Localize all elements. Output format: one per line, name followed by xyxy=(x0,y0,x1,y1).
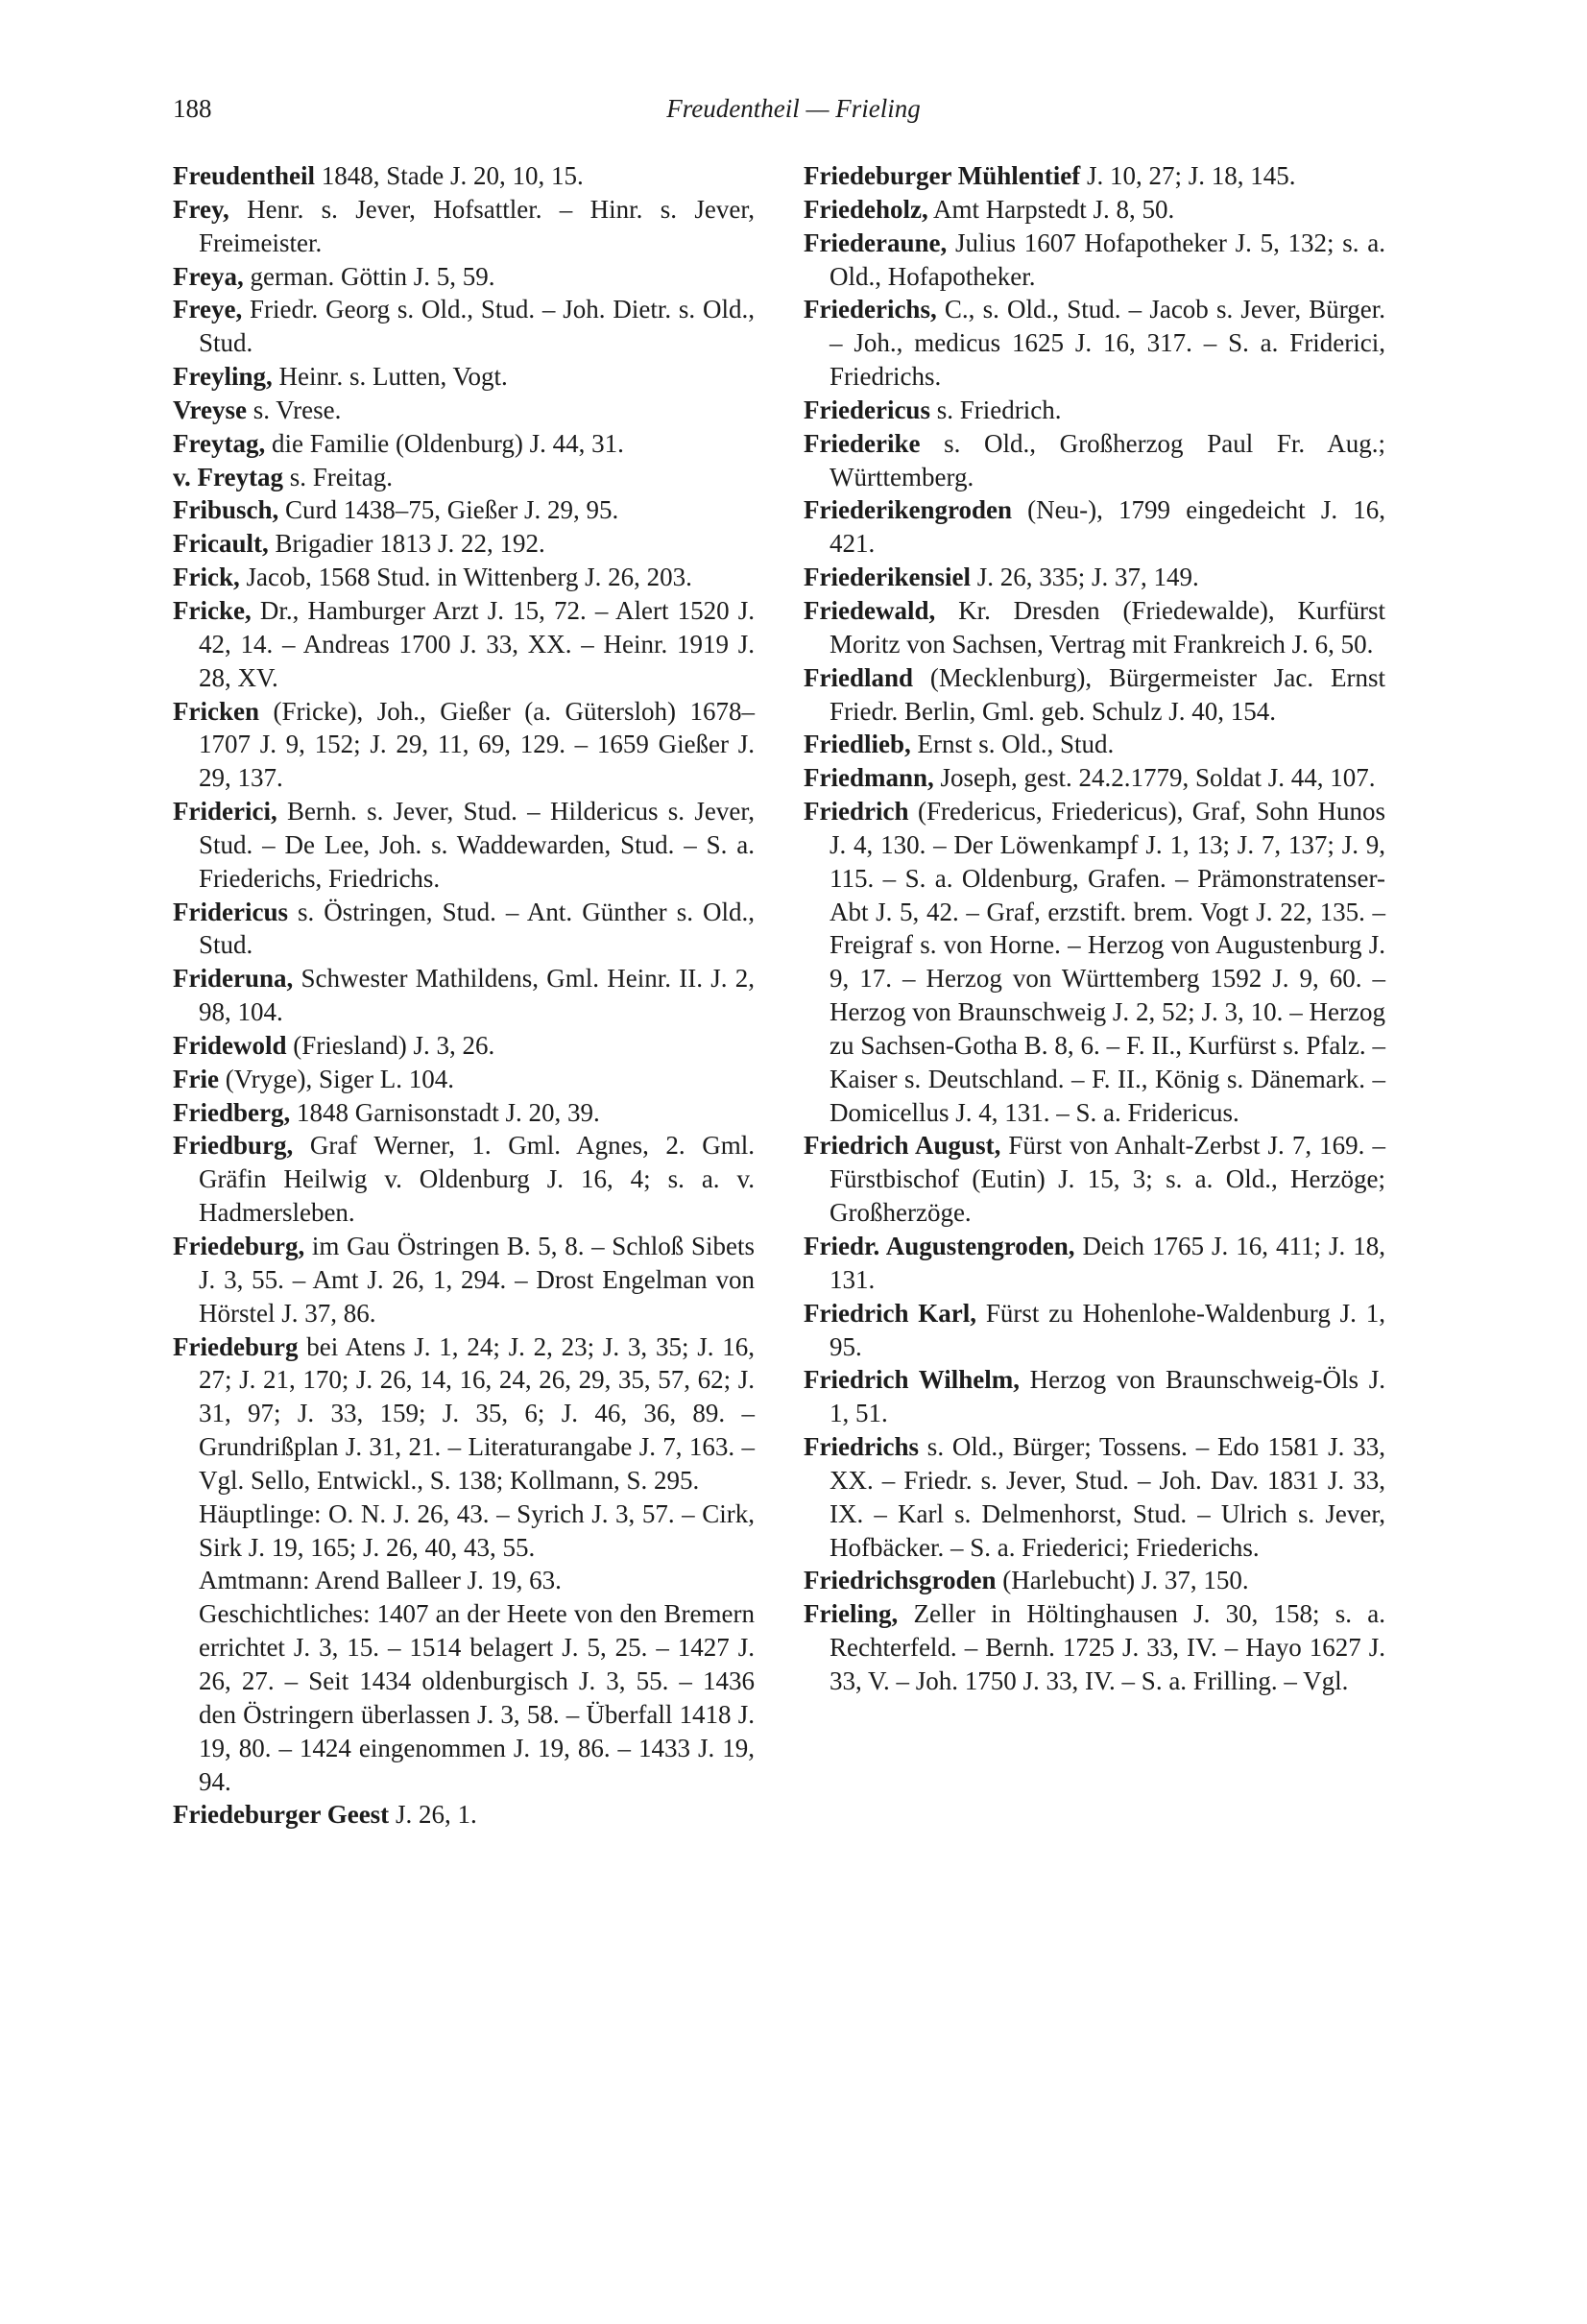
entry-text: die Familie (Oldenburg) J. 44, 31. xyxy=(265,428,624,458)
index-entry xyxy=(173,1063,755,1096)
entry-text: Herzog von Braunschweig-Öls J. 1, 51. xyxy=(830,1365,1385,1428)
entry-text: Deich 1765 J. 16, 411; J. 18, 131. xyxy=(830,1232,1385,1294)
entry-text: C., s. Old., Stud. – Jacob s. Jever, Bürger. – Joh., medicus 1625 J. 16, 317. – S. a. Friderici, Friedrichs. xyxy=(830,295,1385,392)
entry-headword: Friedberg, xyxy=(173,1097,291,1127)
index-entry xyxy=(173,594,755,695)
entry-headword: Frie xyxy=(173,1064,219,1093)
entry-headword: Fricken xyxy=(173,696,259,726)
entry-text: Henr. s. Jever, Hofsattler. – Hinr. s. Jever, Freimeister. xyxy=(199,194,755,257)
entry-text: Häuptlinge: O. N. J. 26, 43. – Syrich J. 3, 57. – Cirk, Sirk J. 19, 165; J. 26, 40, 43, 55. xyxy=(199,1498,755,1562)
entry-headword: Friedland xyxy=(804,662,914,692)
entry-text: Heinr. s. Lutten, Vogt. xyxy=(272,362,508,392)
entry-text: Julius 1607 Hofapotheker J. 5, 132; s. a. Old., Hofapotheker. xyxy=(830,228,1385,291)
entry-text: 1848 Garnisonstadt J. 20, 39. xyxy=(290,1097,600,1127)
page-number: 188 xyxy=(173,94,212,123)
entry-text: Fürst zu Hohenlohe-Waldenburg J. 1, 95. xyxy=(830,1298,1386,1361)
index-entry xyxy=(804,1363,1385,1430)
index-entry xyxy=(804,193,1385,227)
index-entry xyxy=(804,227,1385,294)
index-entry xyxy=(173,260,755,294)
entry-headword: Friedrichs xyxy=(804,1432,919,1462)
index-entry xyxy=(804,1230,1385,1297)
index-entry xyxy=(804,1430,1385,1564)
entry-headword: Freytag, xyxy=(173,428,266,458)
index-entry xyxy=(173,493,755,527)
entry-headword: Fricault, xyxy=(173,529,269,559)
entry-headword: v. Freytag xyxy=(173,462,283,491)
entry-text: (Friesland) J. 3, 26. xyxy=(286,1030,495,1060)
entry-headword: Vreyse xyxy=(173,395,247,424)
entry-headword: Freudentheil xyxy=(173,161,315,190)
entry-text: Amt Harpstedt J. 8, 50. xyxy=(927,194,1175,224)
entry-text: Friedr. Georg s. Old., Stud. – Joh. Dietr. s. Old., Stud. xyxy=(199,295,755,358)
entry-headword: Friedrich August, xyxy=(804,1131,1001,1161)
entry-text: Curd 1438–75, Gießer J. 29, 95. xyxy=(278,495,619,525)
index-entry xyxy=(173,695,755,796)
index-entry xyxy=(804,728,1385,761)
entry-text: s. Friedrich. xyxy=(929,395,1062,424)
index-entry xyxy=(804,159,1385,193)
index-entry xyxy=(804,561,1385,594)
entry-headword: Friedrich Karl, xyxy=(804,1298,977,1328)
index-entry xyxy=(173,159,755,193)
index-entry xyxy=(173,561,755,594)
entry-headword: Friedeburg, xyxy=(173,1232,305,1260)
index-entry xyxy=(804,661,1385,729)
entry-text: Fürst von Anhalt-Zerbst J. 7, 169. – Fürstbischof (Eutin) J. 15, 3; s. a. Old., Herzöge; Großherzöge. xyxy=(830,1131,1385,1228)
entry-text: Ernst s. Old., Stud. xyxy=(910,730,1115,759)
index-entry xyxy=(173,427,755,461)
entry-headword: Friedburg, xyxy=(173,1131,294,1161)
entry-headword: Friedrich Wilhelm, xyxy=(804,1365,1020,1395)
index-entry xyxy=(173,1497,755,1565)
index-entry xyxy=(173,1230,755,1330)
entry-headword: Friedeburger Geest xyxy=(173,1800,390,1830)
right-column xyxy=(804,159,1385,1698)
index-entry xyxy=(173,1798,755,1832)
entry-headword: Frick, xyxy=(173,563,240,592)
entry-headword: Friedewald, xyxy=(804,595,936,625)
entry-text: s. Freitag. xyxy=(282,462,393,491)
entry-text: J. 26, 1. xyxy=(389,1800,477,1830)
entry-text: Brigadier 1813 J. 22, 192. xyxy=(268,529,545,559)
index-entry xyxy=(804,1597,1385,1698)
index-entry xyxy=(173,1330,755,1497)
index-entry xyxy=(173,293,755,360)
entry-headword: Fridewold xyxy=(173,1030,287,1060)
index-entry xyxy=(173,360,755,394)
index-entry xyxy=(804,1129,1385,1230)
entry-text: s. Östringen, Stud. – Ant. Günther s. Old., Stud. xyxy=(199,897,755,960)
index-entry xyxy=(173,896,755,963)
index-entry xyxy=(804,594,1385,661)
entry-text: (Harlebucht) J. 37, 150. xyxy=(996,1566,1249,1595)
entry-text: Dr., Hamburger Arzt J. 15, 72. – Alert 1520 J. 42, 14. – Andreas 1700 J. 33, XX. – Heinr. 1919 J. 28, XV. xyxy=(199,595,755,692)
entry-headword: Friedrichsgroden xyxy=(804,1566,997,1595)
entry-text: Joseph, gest. 24.2.1779, Soldat J. 44, 107. xyxy=(933,763,1376,793)
entry-text: Jacob, 1568 Stud. in Wittenberg J. 26, 203. xyxy=(239,563,692,592)
running-head: Freudentheil — Frieling xyxy=(666,94,921,123)
index-entry xyxy=(173,193,755,260)
entry-text: s. Old., Bürger; Tossens. – Edo 1581 J. 33, XX. – Friedr. s. Jever, Stud. – Joh. Dav. 1831 J. 33, IX. – Karl s. Delmenhorst, Stud. – Ulrich s. Jever, Hofbäcker. – S. a. Friederici; Friederichs. xyxy=(830,1432,1385,1562)
index-entry xyxy=(804,761,1385,795)
entry-headword: Friederichs, xyxy=(804,295,937,324)
entry-text: Zeller in Höltinghausen J. 30, 158; s. a. Rechterfeld. – Bernh. 1725 J. 33, IV. – Hayo 1627 J. 33, V. – Joh. 1750 J. 33, IV. – S. a. Frilling. – Vgl. xyxy=(830,1599,1385,1695)
entry-text: Schwester Mathildens, Gml. Heinr. II. J. 2, 98, 104. xyxy=(199,964,755,1027)
entry-headword: Friederikengroden xyxy=(804,495,1012,525)
entry-text: J. 10, 27; J. 18, 145. xyxy=(1080,161,1296,190)
entry-text: german. Göttin J. 5, 59. xyxy=(243,261,495,291)
entry-headword: Friedmann, xyxy=(804,763,934,793)
entry-text: Bernh. s. Jever, Stud. – Hildericus s. Jever, Stud. – De Lee, Joh. s. Waddewarden, Stud. – S. a. Friederichs, Friedrichs. xyxy=(199,797,755,893)
entry-headword: Fribusch, xyxy=(173,495,279,525)
index-entry xyxy=(804,427,1385,494)
entry-headword: Frey, xyxy=(173,194,229,224)
entry-headword: Friderici, xyxy=(173,797,277,827)
entry-headword: Friederikensiel xyxy=(804,563,971,592)
entry-text: J. 26, 335; J. 37, 149. xyxy=(970,563,1199,592)
entry-text: bei Atens J. 1, 24; J. 2, 23; J. 3, 35; J. 16, 27; J. 21, 170; J. 26, 14, 16, 24, 26, 29, 35, 57, 62; J. 31, 97; J. 33, 159; J. 35, 6; J. 46, 36, 89. – Grundrißplan J. 31, 21. – Literaturangabe J. 7, 163. – Vgl. Sello, Entwickl., S. 138; Kollmann, S. 295. xyxy=(199,1331,755,1495)
index-entry xyxy=(173,1029,755,1063)
entry-text: s. Old., Großherzog Paul Fr. Aug.; Württemberg. xyxy=(830,428,1385,491)
entry-text: 1848, Stade J. 20, 10, 15. xyxy=(315,161,584,190)
entry-text: Kr. Dresden (Friedewalde), Kurfürst Moritz von Sachsen, Vertrag mit Frankreich J. 6, 50. xyxy=(830,595,1385,659)
index-entry xyxy=(173,962,755,1029)
entry-headword: Friedeholz, xyxy=(804,194,928,224)
entry-headword: Friedrich xyxy=(804,797,909,827)
entry-headword: Fridericus xyxy=(173,897,288,926)
entry-headword: Friedeburg xyxy=(173,1331,299,1361)
index-entry xyxy=(173,1096,755,1130)
index-entry xyxy=(173,527,755,561)
index-entry xyxy=(173,461,755,494)
entry-headword: Friederike xyxy=(804,428,921,458)
entry-text: (Fredericus, Friedericus), Graf, Sohn Hunos J. 4, 130. – Der Löwenkampf J. 1, 13; J. 7, 137; J. 9, 115. – S. a. Oldenburg, Grafen. – Prämonstratenser-Abt J. 5, 42. – Graf, erzstift. brem. Vogt J. 22, 135. – Freigraf s. von Horne. – Herzog von Augustenburg J. 9, 17. – Herzog von Württemberg 1592 J. 9, 60. – Herzog von Braunschweig J. 2, 52; J. 3, 10. – Herzog zu Sachsen-Gotha B. 8, 6. – F. II., Kurfürst s. Pfalz. – Kaiser s. Deutschland. – F. II., König s. Dänemark. – Domicellus J. 4, 131. – S. a. Fridericus. xyxy=(830,797,1385,1127)
entry-headword: Freyling, xyxy=(173,362,273,392)
index-entry xyxy=(173,795,755,896)
entry-headword: Frieling, xyxy=(804,1599,899,1629)
entry-headword: Friedr. Augustengroden, xyxy=(804,1232,1075,1260)
index-entry xyxy=(804,493,1385,561)
entry-text: Graf Werner, 1. Gml. Agnes, 2. Gml. Gräfin Heilwig v. Oldenburg J. 16, 4; s. a. v. Hadmersleben. xyxy=(199,1131,755,1228)
entry-text: (Neu-), 1799 eingedeicht J. 16, 421. xyxy=(830,495,1385,559)
entry-text: (Fricke), Joh., Gießer (a. Gütersloh) 1678–1707 J. 9, 152; J. 29, 11, 69, 129. – 1659 Gießer J. 29, 137. xyxy=(199,696,755,793)
entry-headword: Friedlieb, xyxy=(804,730,911,759)
entry-text: (Vryge), Siger L. 104. xyxy=(218,1064,455,1093)
index-entry xyxy=(804,1564,1385,1597)
entry-text: Geschichtliches: 1407 an der Heete von den Bremern errichtet J. 3, 15. – 1514 belagert J. 5, 25. – 1427 J. 26, 27. – Seit 1434 oldenburgisch J. 3, 55. – 1436 den Östringern überlassen J. 3, 58. – Überfall 1418 J. 19, 80. – 1424 eingenommen J. 19, 86. – 1433 J. 19, 94. xyxy=(199,1599,755,1796)
index-entry xyxy=(804,293,1385,394)
entry-text: Amtmann: Arend Balleer J. 19, 63. xyxy=(199,1566,562,1595)
entry-text: s. Vrese. xyxy=(246,395,342,424)
left-column xyxy=(173,159,755,1832)
entry-headword: Fricke, xyxy=(173,595,252,625)
index-entry xyxy=(173,394,755,427)
entry-headword: Friederaune, xyxy=(804,228,948,257)
entry-headword: Frideruna, xyxy=(173,964,294,994)
index-entry xyxy=(804,795,1385,1129)
entry-text: (Mecklenburg), Bürgermeister Jac. Ernst Friedr. Berlin, Gml. geb. Schulz J. 40, 154. xyxy=(830,662,1385,726)
entry-headword: Freye, xyxy=(173,295,243,324)
index-entry xyxy=(173,1564,755,1597)
entry-headword: Friedeburger Mühlentief xyxy=(804,161,1081,190)
index-entry xyxy=(804,394,1385,427)
index-entry xyxy=(173,1129,755,1230)
index-entry xyxy=(804,1297,1385,1364)
index-entry xyxy=(173,1597,755,1798)
entry-headword: Friedericus xyxy=(804,395,930,424)
entry-text: im Gau Östringen B. 5, 8. – Schloß Sibets J. 3, 55. – Amt J. 26, 1, 294. – Drost Engelman von Hörstel J. 37, 86. xyxy=(199,1232,755,1328)
entry-headword: Freya, xyxy=(173,261,244,291)
